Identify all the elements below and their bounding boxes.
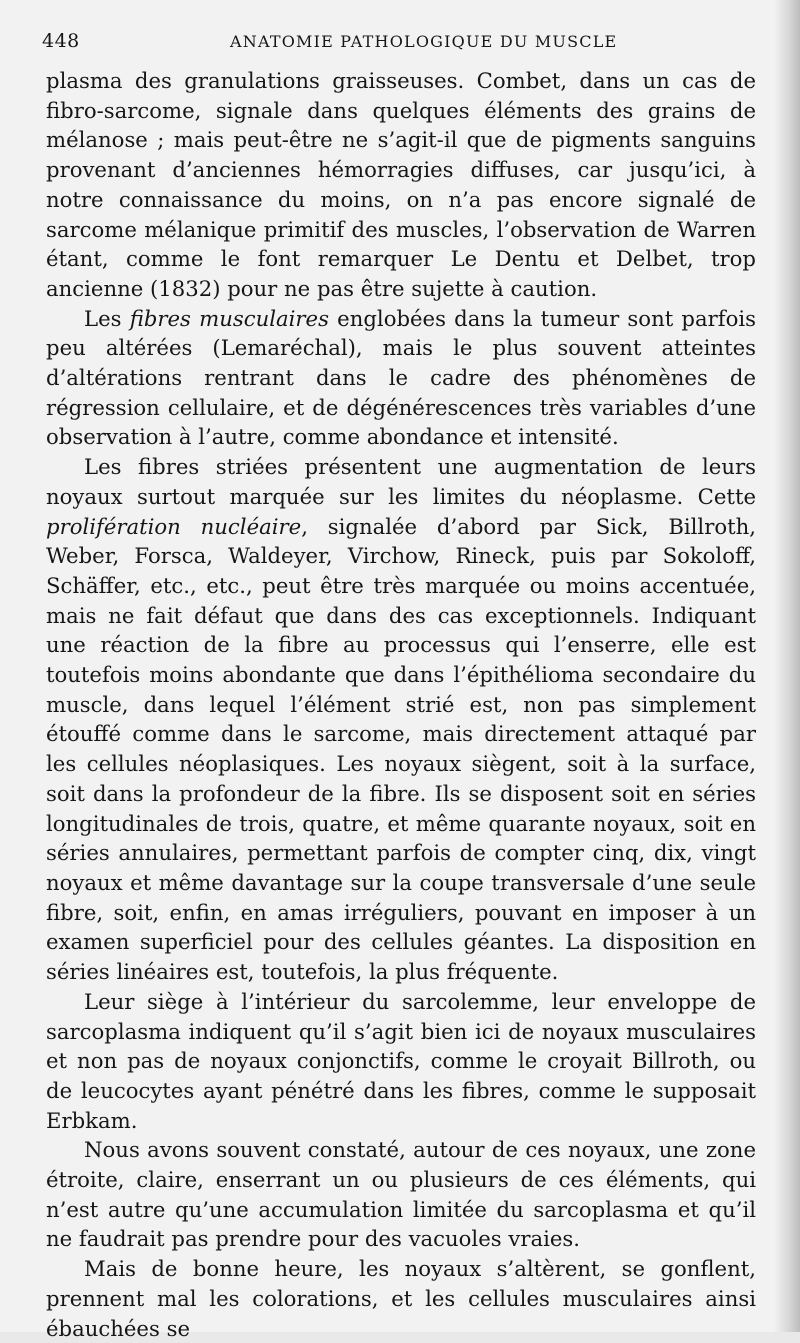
paragraph xyxy=(46,66,756,304)
text-run: Les xyxy=(84,305,130,331)
paragraph xyxy=(46,987,756,1136)
text-run: englobées dans la tumeur sont parfois peu altérées (Lemaréchal), mais le plus souvent atteintes d’altérations rentrant dans le cadre des phénomènes de régression cellulaire, et de dégénérescences très variables d’une observation à l’autre, comme abondance et intensité. xyxy=(46,305,756,450)
paragraph xyxy=(46,1254,756,1343)
paragraph xyxy=(46,1135,756,1254)
text-run: plasma des granulations graisseuses. Combet, dans un cas de fibro-sarcome, signale dans quelques éléments des grains de mélanose ; mais peut-être ne s’agit-il que de pigments sanguins provenant d’anciennes hémorragies diffuses, car jusqu’ici, à notre connaissance du moins, on n’a pas encore signalé de sarcome mélanique primitif des muscles, l’observation de Warren étant, comme le font remarquer Le Dentu et Delbet, trop ancienne (1832) pour ne pas être sujette à caution. xyxy=(46,68,756,301)
text-run: Mais de bonne heure, les noyaux s’altèrent, se gonflent, prennent mal les colorations, et les cellules musculaires ainsi ébauchées se xyxy=(46,1256,756,1341)
text-run: Nous avons souvent constaté, autour de ces noyaux, une zone étroite, claire, enserrant un ou plusieurs de ces éléments, qui n’est autre qu’une accumulation limitée du sarcoplasma et qu’il ne faudrait pas prendre pour des vacuoles vraies. xyxy=(46,1137,756,1252)
running-head: ANATOMIE PATHOLOGIQUE DU MUSCLE xyxy=(230,32,618,51)
text-run: Les fibres striées présentent une augmentation de leurs noyaux surtout marquée sur les limites du néoplasme. Cette xyxy=(46,454,756,509)
paragraph xyxy=(46,304,756,453)
body-text xyxy=(46,66,756,1343)
italic-text: fibres musculaires xyxy=(129,305,329,331)
page-number: 448 xyxy=(42,30,80,52)
text-run: , signalée d’abord par Sick, Billroth, Weber, Forsca, Waldeyer, Virchow, Rineck, puis par Sokoloff, Schäffer, etc., etc., peut être très marquée ou moins accentuée, mais ne fait défaut que dans des cas exceptionnels. Indiquant une réaction de la fibre au processus qui l’enserre, elle est toutefois moins abondante que dans l’épithélioma secondaire du muscle, dans lequel l’élément strié est, non pas simplement étouffé comme dans le sarcome, mais directement attaqué par les cellules néoplasiques. Les noyaux siègent, soit à la surface, soit dans la profondeur de la fibre. Ils se disposent soit en séries longitudinales de trois, quatre, et même quarante noyaux, soit en séries annulaires, permettant parfois de compter cinq, dix, vingt noyaux et même davantage sur la coupe transversale d’une seule fibre, soit, enfin, en amas irréguliers, pouvant en imposer à un examen superficiel pour des cellules géantes. La disposition en séries linéaires est, toutefois, la plus fréquente. xyxy=(46,513,756,985)
italic-text: prolifération nucléaire xyxy=(46,513,302,539)
paragraph xyxy=(46,452,756,987)
page-header xyxy=(42,30,752,60)
text-run: Leur siège à l’intérieur du sarcolemme, leur enveloppe de sarcoplasma indiquent qu’il s’agit bien ici de noyaux musculaires et non pas de noyaux conjonctifs, comme le croyait Billroth, ou de leucocytes ayant pénétré dans les fibres, comme le supposait Erbkam. xyxy=(46,988,756,1133)
page-edge-shadow xyxy=(774,0,800,1332)
